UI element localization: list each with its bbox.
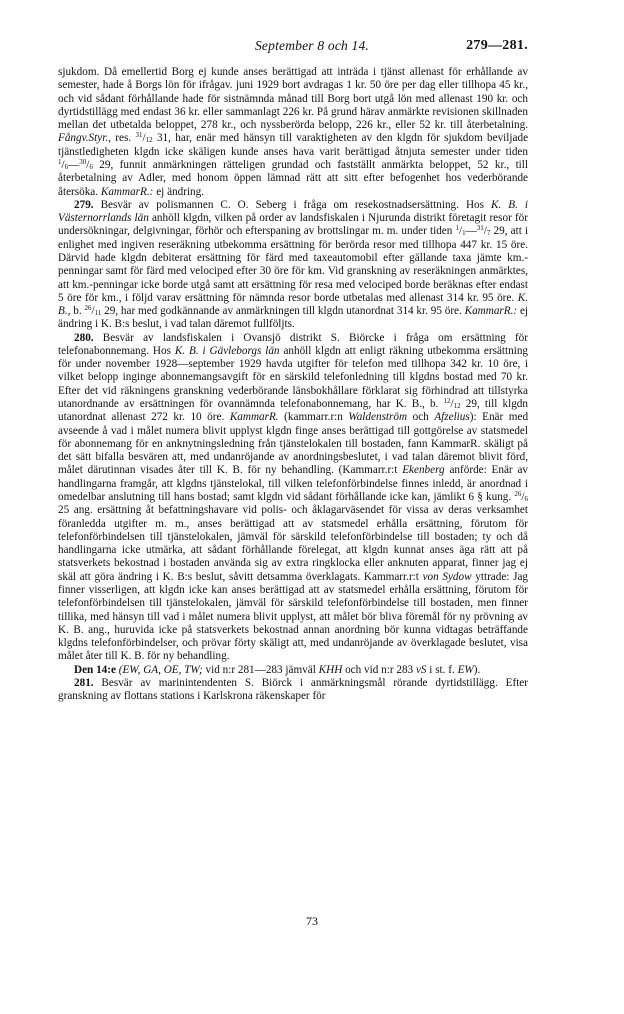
page-header bbox=[0, 38, 624, 56]
paragraph-280: 280. Besvär av landsfiskalen i Ovansjö distrikt S. Biörcke i fråga om ersättning för telefonabonnemang. Hos K. B. i Gävleborgs län anhöll klgdn att enligt räkning utbekomma ersättning för under november 1928—september 1929 havda utgifter för telefon med tillhopa 342 kr. 10 öre, i vilket belopp inginge abonnemangsavgift för en särskild telefonledning till klgdns bostad med 70 kr. Efter det vid räkningens granskning vederbörande länsbokhållare förklarat sig förhindrad att tillstyrka utanordnande av ersättningen för ovannämnda telefonabonnemang, har K. B., b. $^{12}/_{12}$ 29, till klgdn utanordnat allenast 272 kr. 10 öre. KammarR. (kammarr.r:n Waldenström och Afzelius): Enär med avseende å vad i målet numera blivit upplyst klgdn finge anses berättigad till gottgörelse av statsmedel för abonnemang för en anknytningsledning från tjänstelokalen till bostaden, fann KammarR. skäligt på det sätt bifalla besvären att, med undanröjande av anordningsbeslutet, i vad talan däremot blivit förd, målet därutinnan visades åter till K. B. för ny behandling. (Kammarr.r:t Ekenberg anförde: Enär av handlingarna framgår, att klgdns tjänstelokal, till vilken telefonförbindelse finnes inledd, är anordnad i omedelbar anslutning till hans bostad; samt klgdn vid sådant förhållande icke kan, jämlikt 6 § kung. $^{26}/_6$ 25 ang. ersättning åt befattningshavare vid polis- och åklagarväsendet för vissa av deras verksamhet föranledda utgifter m. m., anses berättigad att av statsmedel erhålla ersättning, förutom för telefonförbindelsen till tjänstelokalen, jämväl för särskild telefonförbindelse till bostaden; ty och då handlingarna icke utmärka, att sådant förhållande förelegat, att klgdn kunnat anses äga rätt att på statsverkets bekostnad i bostaden använda sig av extra ringklocka eller anknuten apparat, finner jag ej skäl att göra ändring i K. B:s beslut, såvitt detsamma överklagats. Kammarr.r:t von Sydow yttrade: Jag finner visserligen, att klgdn icke kan anses berättigad att av statsmedel erhålla ersättning, förutom för telefonförbindelsen till tjänstelokalen, jämväl för särskild telefonförbindelse till bostaden, men finner tillika, med hänsyn till vad i målet numera blivit upplyst, att målet bör bliva föremål för ny prövning av K. B. ang., huruvida icke på statsverkets bekostnad annan anordning bör kunna vidtagas beträffande klgdns telefonförbindelser, och prövar förty skäligt att, med undanröjande av överklagade beslutet, visa målet åter till K. B. för ny behandling. bbox=[58, 331, 529, 663]
authority-ref: Fångv.Styr. bbox=[58, 132, 109, 145]
item-number: 279. bbox=[74, 198, 94, 211]
fraction: $^{26}/_6$ bbox=[514, 490, 528, 503]
fraction: $^{31}/_{12}$ bbox=[135, 131, 153, 145]
fraction: $^1/_6—^{30}/_6$ bbox=[58, 157, 93, 171]
court-ref: KammarR.: bbox=[100, 185, 154, 198]
paragraph-281: 281. Besvär av marinintendenten S. Biörck i anmärkningsmål rörande dyrtidstillägg. Efter granskning av flottans stations i Karlskrona räkenskaper för bbox=[58, 676, 528, 703]
page-range: 279—281. bbox=[466, 38, 528, 53]
item-number: 280. bbox=[74, 331, 94, 344]
page-number: 73 bbox=[306, 914, 318, 928]
paragraph-lead: sjukdom. Då emellertid Borg ej kunde anses berättigad att inträda i tjänst allenast för erhållande av semester, hade å Borgs lön för ifrågav. juni 1929 bort avdragas 1 kr. 50 öre per dag eller tillhopa 45 kr., och vid sådant förhållande hade för sistnämnda månad till Borg bort utgå lön med allenast 190 kr. och dyrtidstillägg med endast 36 kr. eller sammanlagt 226 kr. På grund härav anmärkte revisionen skillnaden mellan det utbetalda beloppet, 278 kr., och nyssberörda belopp, 226 kr., eller 52 kr. till återbetalning. Fångv.Styr., res. $^{31}/_{12}$ 31, har, enär med hänsyn till varaktigheten av den klgdn för sjukdom beviljade tjänstledigheten klgdn icke skäligen kunde anses hava varit berättigad åtnjuta semester under tiden $^1/_6—^{30}/_6$ 29, funnit anmärkningen rätteligen grundad och fastställt anmärkta beloppet, 52 kr., till återbetalning av Adler, med honom öppen lämnad rätt att sitt efter befogenhet hos vederbörande återsöka. KammarR.: ej ändring. bbox=[58, 66, 529, 198]
court-ref: KammarR.: bbox=[464, 305, 518, 318]
fraction: $^{12}/_{12}$ bbox=[443, 397, 461, 411]
fraction: $^{26}/_{11}$ bbox=[84, 304, 102, 318]
body-text bbox=[58, 66, 528, 704]
running-title: September 8 och 14. bbox=[254, 38, 370, 53]
paragraph-279: 279. Besvär av polismannen C. O. Seberg i fråga om resekostnadsersättning. Hos K. B. i Västernorrlands län anhöll klgdn, vilken på order av landsfiskalen i Njurunda distrikt företagit resor för undersökningar, delgivningar, förhör och efterspaning av brottslingar m. m. under tiden $^1/_1—^{31}/_7$ 29, att i enlighet med ingiven reseräkning utbekomma ersättning för berörda resor med tillhopa 447 kr. 15 öre. Därvid hade klgdn debiterat ersättning för färd med taxeautomobil efter gällande taxa jämte km.-penningar samt för färd med velociped efter 30 öre för km. Vid granskning av reseräkningen anmärktes, att km.-penningar icke borde utgå samt att ersättning för resa med velociped borde beräknas efter endast 5 öre för km., i följd varav ersättning för nämnda resor borde utbetalas med allenast 314 kr. 95 öre. K. B., b. $^{26}/_{11}$ 29, har med godkännande av anmärkningen till klgdn utanordnat 314 kr. 95 öre. KammarR.: ej ändring i K. B:s beslut, i vad talan däremot fullföljts. bbox=[58, 198, 529, 331]
day-heading: Den 14:e (EW, GA, OE, TW; vid n:r 281—283 jämväl KHH och vid n:r 283 vS i st. f. EW). bbox=[74, 663, 481, 676]
fraction: $^1/_1—^{31}/_7$ bbox=[455, 224, 491, 238]
item-number: 281. bbox=[74, 676, 94, 689]
court-ref: KammarR. bbox=[229, 411, 279, 424]
